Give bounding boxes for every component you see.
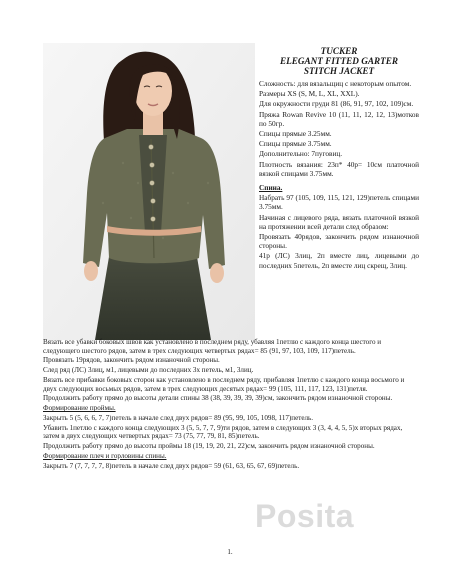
body-paragraph-6: Закрыть 5 (5, 6, 6, 7, 7)петель в начале след двух рядов= 89 (95, 99, 105, 1098, 117)петель. [43, 413, 314, 422]
armhole-heading: Формирование проймы. [43, 404, 116, 413]
bust-text: Для окружности груди 81 (86, 91, 97, 102, 109)см. [259, 99, 414, 109]
gauge-text: Плотность вязания: 23п* 40р= 10см платочной вязкой спицами 3.75мм. [259, 159, 419, 178]
needles-text-2: Спицы прямые 3.75мм. [259, 139, 332, 149]
back-paragraph-1: Набрать 97 (105, 109, 115, 121, 129)петель спицами 3.75мм. [259, 193, 419, 212]
body-paragraph-4: Вязать все прибавки боковых сторон как установлено в последнем ряду, прибавляя 1петлю с каждого конца восьмого и двух следующих восьмых рядов, затем в трех следующих десятых рядах= 99 (105, 111, 117, 123, 131)петля. [43, 375, 405, 393]
body-paragraph-9: Закрыть 7 (7, 7, 7, 7, 8)петель в начале след двух рядов= 59 (61, 63, 65, 67, 69)петель. [43, 461, 300, 470]
body-paragraph-1: Вязать все убавки боковых швов как установлено в последнем ряду, убавляя 1петлю с каждого конца шестого и следующего шестого рядов, затем в трех следующих четвертых рядах= 85 (91, 97, 103, 109, 117)петель. [43, 338, 382, 355]
body-paragraph-5: Продолжить работу прямо до высоты детали спины 38 (38, 39, 39, 39, 39)см, закончить рядом изнаночной стороны. [43, 394, 393, 403]
difficulty-text: Сложность: для вязальщиц с некоторым опытом. [259, 79, 412, 88]
page-number: 1. [227, 548, 233, 556]
yarn-text: Пряжа Rowan Revive 10 (11, 11, 12, 12, 13)мотков по 50гр. [259, 109, 419, 128]
watermark-logo: Posita [255, 498, 355, 534]
body-paragraph-7: Убавить 1петлю с каждого конца следующих 3 (5, 5, 7, 7, 9)ти рядов, затем в следующих 3 (3, 4, 4, 5, 5)х вторых рядах, затем в двух следующих четвертых рядах= 73 (75, 77, 79, 81, 85)петель. [43, 423, 403, 441]
back-paragraph-3: Провязать 40рядов, закончить рядом изнаночной стороны. [259, 232, 419, 251]
pattern-body [43, 338, 419, 471]
extras-text: Дополнительно: 7пуговиц. [259, 149, 343, 159]
needles-text-1: Спицы прямые 3.25мм. [259, 129, 332, 139]
title-line-1: TUCKER [320, 46, 358, 56]
body-paragraph-2: Провязать 19рядов, закончить рядом изнаночной стороны. [43, 356, 220, 365]
woman-in-jacket-image [43, 43, 255, 340]
shoulder-heading: Формирование плеч и горловины спины. [43, 451, 167, 460]
sizes-text: Размеры XS (S, M, L, XL, XXL). [259, 89, 360, 99]
title-line-2: ELEGANT FITTED GARTER [280, 56, 398, 66]
title-line-3: STITCH JACKET [303, 66, 375, 76]
body-paragraph-8: Продолжить работу прямо до высоты проймы 18 (19, 19, 20, 21, 22)см, закончить рядом изнаночной стороны. [43, 442, 375, 451]
back-paragraph-2: Начиная с лицевого ряда, вязать платочной вязкой на протяжении всей детали след образом: [259, 212, 419, 231]
pattern-intro-column [259, 46, 419, 271]
pattern-title [259, 46, 419, 76]
product-photo [43, 43, 255, 340]
body-paragraph-3: След ряд (ЛС) 3лиц, м1, лицевыми до последних 3х петель, м1, 3лиц. [43, 366, 254, 375]
back-paragraph-4: 41р (ЛС) 3лиц, 2п вместе лиц, лицевыми до последних 5петель, 2п вместе лиц скрещ, 3лиц. [259, 251, 419, 270]
back-heading: Спина. [259, 183, 283, 193]
